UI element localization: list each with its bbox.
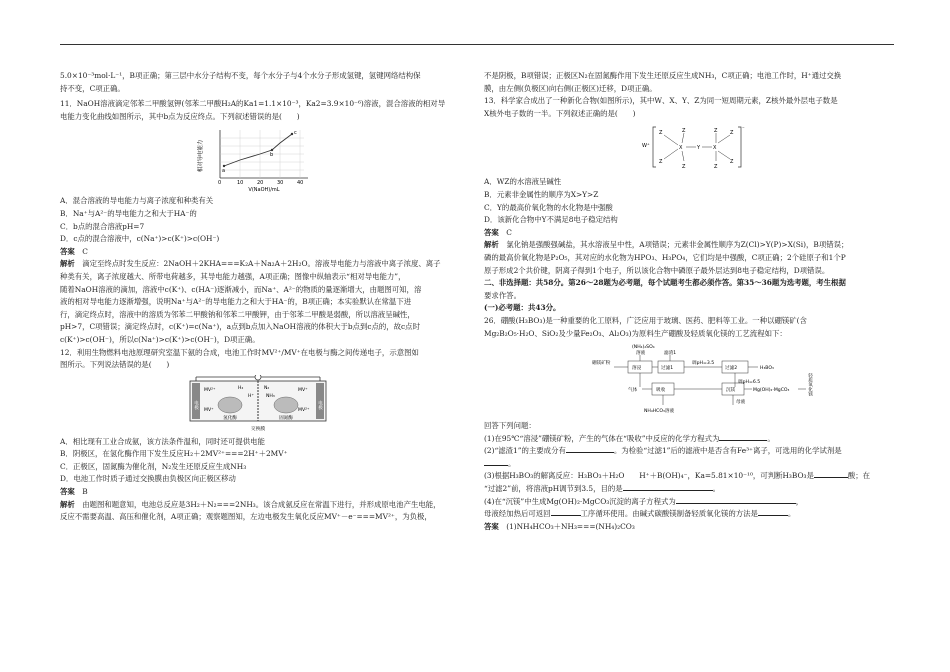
q26-question-4-cont: 母液经加热后可返回 工序循环使用。由碱式碳酸镁制备轻质氧化镁的方法是 。 — [484, 509, 796, 519]
q12-n2: N₂ — [264, 385, 270, 391]
q11-xlabel: V(NaOH)/mL — [248, 187, 280, 193]
q11-answer-value: C — [82, 246, 88, 256]
q13-option-d: D．该新化合物中Y不满足8电子稳定结构 — [484, 215, 618, 225]
q12-figure — [60, 375, 468, 433]
q12-option-b: B．阴极区，在氢化酶作用下发生反应H₂＋2MV²⁺===2H⁺＋2MV⁺ — [60, 449, 288, 459]
q13-y: Y — [697, 145, 701, 152]
q11-option-c: C．b点的混合溶液pH=7 — [60, 221, 145, 231]
q12-analysis-text-1: 由题图和题意知，电池总反应是3H₂＋N₂===2NH₃。该合成氨反应在常温下进行，并形成原电池产生电能， — [82, 499, 441, 509]
right-column — [484, 70, 892, 533]
q26-reagent-2: 溶液 — [636, 351, 646, 357]
left-top-line-2: 持不变，C项正确。 — [60, 83, 125, 93]
q26-ph2: 调pH=6.5 — [738, 380, 761, 386]
q26-answer — [484, 521, 892, 534]
q12-right-enzyme-label: 固氮酶 — [279, 415, 293, 421]
q13-analysis-2: 磷的最高价氧化物是P₂O₅，其对应的水化物为HPO₃、H₃PO₄，它们均是中强酸，C项正确；2个硅原子和1个P — [484, 252, 846, 262]
q13-stem-2: X核外电子数的一半。下列叙述正确的是( ) — [484, 108, 636, 118]
q13-stem-1: 13．科学家合成出了一种新化合物(如图所示)，其中W、X、Y、Z为同一短周期元素，Z核外最外层电子数是 — [484, 96, 838, 106]
q26-answer-label: 答案 — [484, 521, 499, 531]
q12-h2: H₂ — [238, 385, 244, 391]
q11-point-a — [223, 165, 225, 167]
q11-ylabel: 相对导电能力 — [198, 140, 204, 173]
q12-nh3: NH₃ — [266, 393, 275, 399]
section2-heading-2: 要求作答。 — [484, 290, 521, 300]
q13-z-7: Z — [714, 128, 718, 135]
answer-blank — [623, 483, 713, 491]
q26-question-3 — [484, 470, 892, 483]
q11-tick-30: 30 — [277, 180, 284, 187]
q26-question-4-text-c: 工序循环使用。由碱式碳酸镁制备轻质氧化镁的方法是 — [580, 509, 758, 519]
left-column — [60, 70, 468, 524]
q11-analysis-7: c(K⁺)>c(OH⁻)，所以c(Na⁺)>c(K⁺)>c(OH⁻)，D项正确。 — [60, 334, 260, 344]
q11-label-b: b — [270, 152, 274, 159]
q13-x-2: X — [713, 145, 717, 152]
q26-question-3-text-b: 酸；在 — [847, 471, 871, 481]
answer-blank — [758, 508, 788, 516]
q26-precipitate: 沉镁 — [726, 388, 736, 394]
q26-flowchart — [484, 343, 892, 417]
q12-left-enzyme — [218, 397, 242, 413]
q26-recycle: NH₄HCO₃溶液 — [644, 409, 675, 415]
q26-question-1-text: (1)在95℃“溶浸”硼镁矿粉，产生的气体在“吸收”中反应的化学方程式为 — [484, 433, 720, 443]
q13-z-6: Z — [730, 159, 734, 166]
q11-label-a: a — [222, 168, 226, 175]
q26-question-4: (4)在“沉镁”中生成Mg(OH)₂·MgCO₃沉淀的离子方程式为 ， — [484, 496, 804, 506]
q11-analysis-5: 行，滴定终点时，溶液中的溶质为邻苯二甲酸钠和邻苯二甲酸钾，由于邻苯二甲酸是弱酸，所以溶液呈碱性， — [60, 309, 415, 319]
q12-option-d: D．电池工作时质子通过交换膜由负极区向正极区移动 — [60, 474, 236, 484]
answer-blank — [814, 470, 848, 478]
q12-answer — [60, 486, 468, 499]
q26-question-2 — [484, 445, 892, 458]
q26-answer-value: (1)NH₄HCO₃＋NH₃===(NH₄)₂CO₃ — [506, 521, 635, 531]
q11-analysis-2: 种类有关，离子浓度越大、所带电荷越多，其导电能力越强，A项正确；图像中纵轴表示“相对导电能力”， — [60, 271, 406, 281]
q13-option-a: A．WZ的水溶液呈碱性 — [484, 177, 562, 187]
q26-prompt: 回答下列问题： — [484, 421, 536, 431]
q12-analysis-2: 反应不需要高温、高压和催化剂，A项正确；观察题图知，左边电极发生氧化反应MV⁺－e⁻===MV²⁺，为负极， — [60, 512, 432, 522]
q12-analysis-1 — [60, 499, 468, 512]
q13-answer-value: C — [506, 227, 512, 237]
q11-analysis-3: 随着NaOH溶液的滴加，溶液中c(K⁺)、c(HA⁻)逐渐减小，而Na⁺、A²⁻的物质的量逐渐增大，由题图可知，溶 — [60, 284, 422, 294]
q26-residue: 滤渣1 — [664, 351, 677, 357]
q12-mv1-left: MV⁺ — [204, 407, 214, 413]
q13-x: X — [679, 145, 683, 152]
q26-filter1: 过滤1 — [661, 366, 674, 372]
q26-reagent: (NH₄)₂SO₄ — [632, 345, 655, 351]
q26-light: 轻质氧化镁 — [807, 373, 813, 397]
q12-option-c: C．正极区，固氮酶为催化剂，N₂发生还原反应生成NH₃ — [60, 461, 247, 471]
q11-point-c — [291, 133, 293, 135]
q26-mother: 母液 — [736, 400, 746, 406]
q13-option-b: B．元素非金属性的顺序为X>Y>Z — [484, 189, 599, 199]
q11-answer-label: 答案 — [60, 246, 75, 256]
q13-charge: ⁻ — [742, 126, 745, 133]
q12-answer-value: B — [82, 487, 88, 497]
answer-blank — [484, 458, 508, 466]
q13-z-2: Z — [659, 159, 663, 166]
q12-mv2-left: MV²⁺ — [204, 387, 216, 393]
q13-option-c: C．Y的最高价氧化物的水化物是中强酸 — [484, 202, 613, 212]
q12-mv1-right: MV⁺ — [298, 387, 308, 393]
q13-z-5: Z — [730, 130, 734, 137]
q13-cation: W⁺ — [642, 143, 650, 150]
q11-point-b — [271, 149, 273, 151]
section2-subheading: (一)必考题：共43分。 — [484, 303, 561, 313]
q13-analysis-label: 解析 — [484, 240, 499, 250]
q12-stem-2: 图所示。下列说法错误的是( ) — [60, 360, 170, 370]
q11-stem-1: 11．NaOH溶液滴定邻苯二甲酸氢钾(邻苯二甲酸H₂A的Ka1=1.1×10⁻³，Ka2=3.9×10⁻⁶)溶液，混合溶液的相对导 — [60, 99, 446, 109]
q12-right-electrode-label: 电极 — [317, 400, 323, 410]
q11-tick-10: 10 — [237, 180, 244, 187]
q12-membrane-label: 交换膜 — [250, 426, 266, 432]
q11-curve — [224, 134, 292, 166]
q11-answer — [60, 246, 468, 259]
q13-z-4: Z — [682, 164, 686, 171]
right-top-line-2: 膜，由左侧(负极区)向右侧(正极区)迁移，D项正确。 — [484, 83, 657, 93]
q11-analysis-4: 液的相对导电能力逐渐增强，说明Na⁺与A²⁻的导电能力之和大于HA⁻的，B项正确；本实验默认在常温下进 — [60, 297, 412, 307]
q26-question-2-text: (2)“滤渣1”的主要成分有 — [484, 446, 566, 456]
left-top-line-1: 5.0×10⁻³mol·L⁻¹，B项正确；第三层中水分子结构不变，每个水分子与4个水分子形成氢键，氢键网络结构保 — [60, 71, 421, 80]
q26-absorb: 吸收 — [656, 388, 666, 394]
q12-right-enzyme — [274, 397, 298, 413]
q13-analysis-1 — [484, 239, 892, 252]
section2-heading-1: 二、非选择题：共58分。第26～28题为必考题，每个试题考生都必须作答。第35～36题为选考题，考生根据 — [484, 278, 846, 288]
q11-label-c: c — [294, 130, 297, 137]
q13-answer-label: 答案 — [484, 227, 499, 237]
right-top-line-1: 不是阴极，B项错误；正极区N₂在固氮酶作用下发生还原反应生成NH₃，C项正确；电池工作时，H⁺通过交换 — [484, 71, 842, 80]
q26-question-3-text-c: “过滤2”前，将溶液pH调节到3.5，目的是 — [484, 484, 623, 494]
q26-question-1: (1)在95℃“溶浸”硼镁矿粉，产生的气体在“吸收”中反应的化学方程式为 。 — [484, 433, 775, 443]
q26-gas: 气体 — [628, 388, 638, 394]
q26-stem-1: 26．硼酸(H₃BO₃)是一种重要的化工原料，广泛应用于玻璃、医药、肥料等工业。一种以硼镁矿(含 — [484, 315, 807, 325]
q13-z-3: Z — [682, 128, 686, 135]
q11-figure — [60, 126, 468, 192]
q11-tick-20: 20 — [257, 180, 264, 187]
q13-answer — [484, 227, 892, 240]
q26-mgprod: Mg(OH)₂·MgCO₃ — [753, 388, 790, 394]
q11-analysis-text-1: 滴定至终点时发生反应：2NaOH＋2KHA===K₂A＋Na₂A＋2H₂O。溶液导电能力与溶液中离子浓度、离子 — [82, 259, 441, 269]
q12-mv2-right: MV²⁺ — [298, 407, 310, 413]
answer-blank — [551, 508, 581, 516]
q26-dissolve: 溶浸 — [632, 366, 642, 372]
q12-hplus: H⁺ — [248, 393, 254, 399]
q26-ore: 硼镁矿粉 — [592, 361, 611, 367]
answer-blank — [566, 445, 614, 453]
q26-stem-2: Mg₂B₂O₅·H₂O、SiO₂及少量Fe₂O₃、Al₂O₃)为原料生产硼酸及轻质氧化镁的工艺流程如下： — [484, 328, 787, 338]
q13-z-8: Z — [714, 164, 718, 171]
q26-product1: H₃BO₃ — [760, 366, 774, 372]
q26-question-4-text-b: 母液经加热后可返回 — [484, 509, 551, 519]
q26-question-3-cont: “过滤2”前，将溶液pH调节到3.5，目的是 。 — [484, 484, 721, 494]
q13-figure — [484, 123, 892, 173]
answer-blank — [719, 433, 767, 441]
q26-question-2-text-b: 。为检验“过滤1”后的滤液中是否含有Fe³⁺离子，可选用的化学试剂是 — [613, 446, 842, 456]
q11-analysis-1 — [60, 258, 468, 271]
q26-ph1: 调pH=3.5 — [692, 361, 715, 367]
answer-blank — [676, 496, 796, 504]
q13-z-1: Z — [659, 130, 663, 137]
q12-left-enzyme-label: 氢化酶 — [223, 415, 237, 421]
q11-analysis-6: pH>7，C项错误；滴定终点时，c(K⁺)=c(Na⁺)，a点到b点加入NaOH溶液的体积大于b点到c点的，故c点时 — [60, 322, 420, 332]
q13-analysis-text-1: 氯化钠是强酸强碱盐，其水溶液呈中性，A项错误；元素非金属性顺序为Z(Cl)>Y(P)>X(Si)，B项错误； — [506, 240, 849, 250]
q26-question-2-cont: 。 — [484, 458, 892, 471]
q11-option-d: D．c点的混合溶液中，c(Na⁺)>c(K⁺)>c(OH⁻) — [60, 234, 220, 244]
q11-analysis-label: 解析 — [60, 259, 75, 269]
q11-tick-40: 40 — [297, 180, 304, 187]
q11-option-b: B．Na⁺与A²⁻的导电能力之和大于HA⁻的 — [60, 208, 197, 218]
q12-analysis-label: 解析 — [60, 499, 75, 509]
q26-question-4-text: (4)在“沉镁”中生成Mg(OH)₂·MgCO₃沉淀的离子方程式为 — [484, 496, 676, 506]
q13-analysis-3: 原子形成2个共价键，阴离子得到1个电子，所以该化合物中磷原子最外层达到8电子稳定结构，D项错误。 — [484, 265, 830, 275]
q12-stem-1: 12．利用生物燃料电池原理研究室温下氨的合成，电池工作时MV²⁺/MV⁺在电极与酶之间传递电子，示意图如 — [60, 347, 419, 357]
q26-filter2: 过滤2 — [725, 366, 738, 372]
q11-tick-0: 0 — [218, 180, 222, 187]
q11-stem-2: 电能力变化曲线如图所示，其中b点为反应终点。下列叙述错误的是( ) — [60, 111, 300, 121]
q12-left-electrode-label: 电极 — [193, 400, 199, 410]
q12-answer-label: 答案 — [60, 487, 75, 497]
q11-option-a: A．混合溶液的导电能力与离子浓度和种类有关 — [60, 196, 214, 206]
q12-option-a: A．相比现有工业合成氨，该方法条件温和，同时还可提供电能 — [60, 436, 265, 446]
header-rule — [60, 44, 894, 45]
q26-question-3-text: (3)根据H₃BO₃的解离反应：H₃BO₃＋H₂O H⁺＋B(OH)₄⁻，Ka=5.81×10⁻¹⁰，可判断H₃BO₃是 — [484, 471, 814, 481]
